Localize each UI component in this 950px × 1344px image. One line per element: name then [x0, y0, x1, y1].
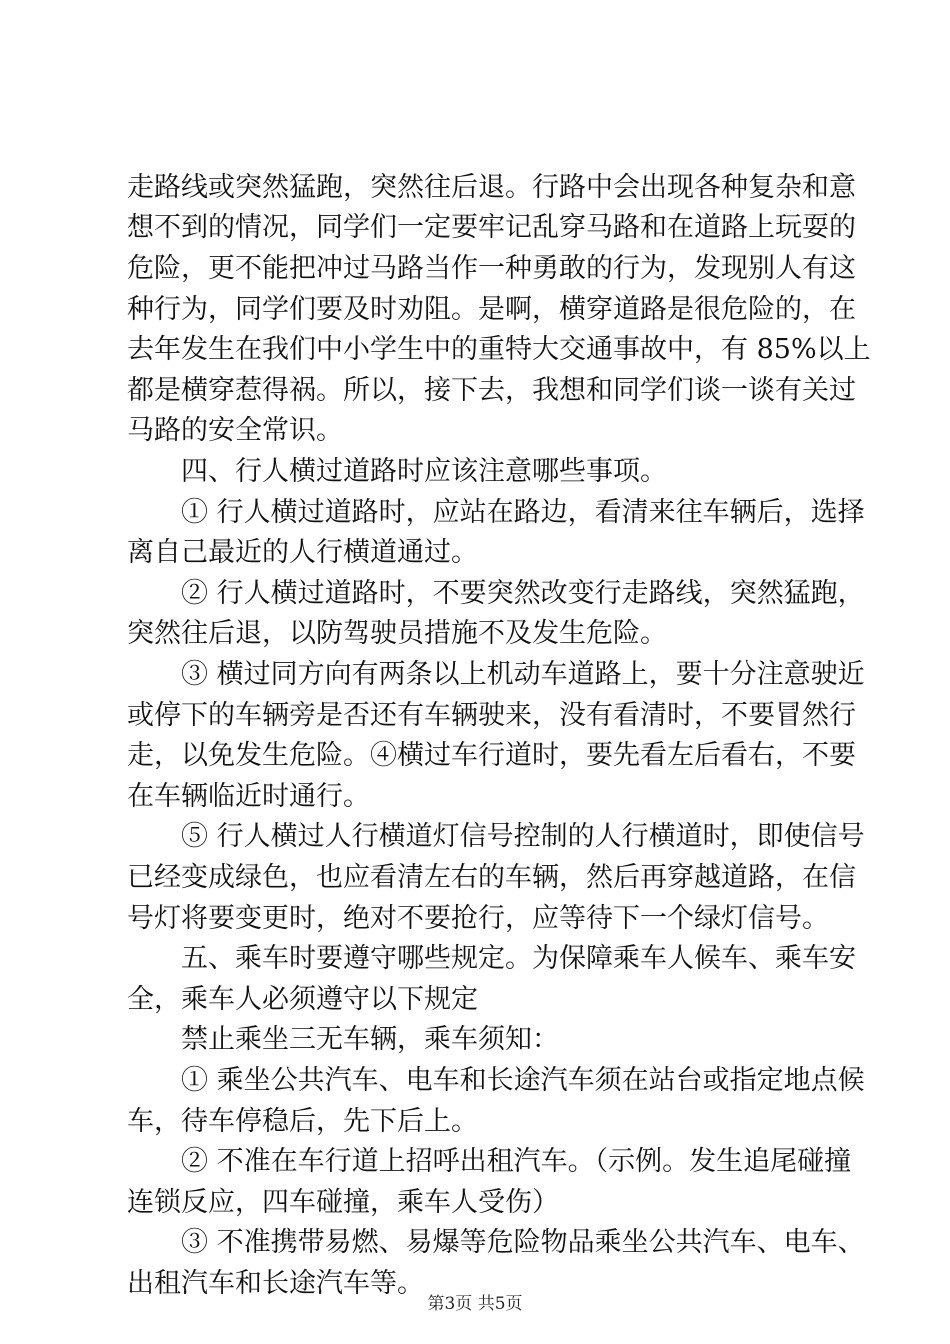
text-line: 在车辆临近时通行。: [127, 781, 370, 812]
text-line: 危险，更不能把冲过马路当作一种勇敢的行为，发现别人有这: [127, 253, 856, 284]
text-line: ② 行人横过道路时，不要突然改变行走路线，突然猛跑，: [181, 578, 865, 609]
text-line: 去年发生在我们中小学生中的重特大交通事故中，有 85%以上: [127, 334, 871, 365]
text-line: 种行为，同学们要及时劝阻。是啊，横穿道路是很危险的，在: [127, 294, 856, 325]
text-line: ② 不准在车行道上招呼出租汽车。（示例。发生追尾碰撞: [181, 1146, 852, 1177]
text-line: ③ 不准携带易燃、易爆等危险物品乘坐公共汽车、电车、: [181, 1227, 865, 1258]
text-line: 禁止乘坐三无车辆，乘车须知：: [181, 1024, 559, 1055]
text-line: 全，乘车人必须遵守以下规定: [127, 984, 478, 1015]
text-line: 出租汽车和长途汽车等。: [127, 1268, 424, 1299]
text-line: ① 行人横过道路时，应站在路边，看清来往车辆后，选择: [181, 497, 865, 528]
text-line: ③ 横过同方向有两条以上机动车道路上，要十分注意驶近: [181, 659, 865, 690]
page-number-footer: 第3页 共5页: [427, 1294, 523, 1314]
text-line: 突然往后退，以防驾驶员措施不及发生危险。: [127, 618, 667, 649]
text-line: 离自己最近的人行横道通过。: [127, 537, 478, 568]
text-line: 都是横穿惹得祸。所以，接下去，我想和同学们谈一谈有关过: [127, 375, 856, 406]
section-heading: 四、行人横过道路时应该注意哪些事项。: [181, 456, 667, 487]
text-line: 或停下的车辆旁是否还有车辆驶来，没有看清时，不要冒然行: [127, 700, 856, 731]
text-line: 车，待车停稳后，先下后上。: [127, 1106, 478, 1137]
section-heading: 五、乘车时要遵守哪些规定。为保障乘车人候车、乘车安: [181, 943, 856, 974]
text-line: ① 乘坐公共汽车、电车和长途汽车须在站台或指定地点候: [181, 1065, 865, 1096]
text-line: ⑤ 行人横过人行横道灯信号控制的人行横道时，即使信号: [181, 821, 865, 852]
text-line: 想不到的情况，同学们一定要牢记乱穿马路和在道路上玩耍的: [127, 212, 856, 243]
text-line: 走路线或突然猛跑，突然往后退。行路中会出现各种复杂和意: [127, 172, 856, 203]
text-line: 走，以免发生危险。④横过车行道时，要先看左后看右，不要: [127, 740, 856, 771]
text-line: 马路的安全常识。: [127, 415, 343, 446]
text-line: 连锁反应，四车碰撞，乘车人受伤）: [127, 1187, 559, 1218]
text-line: 已经变成绿色，也应看清左右的车辆，然后再穿越道路，在信: [127, 862, 856, 893]
text-line: 号灯将要变更时，绝对不要抢行，应等待下一个绿灯信号。: [127, 903, 829, 934]
